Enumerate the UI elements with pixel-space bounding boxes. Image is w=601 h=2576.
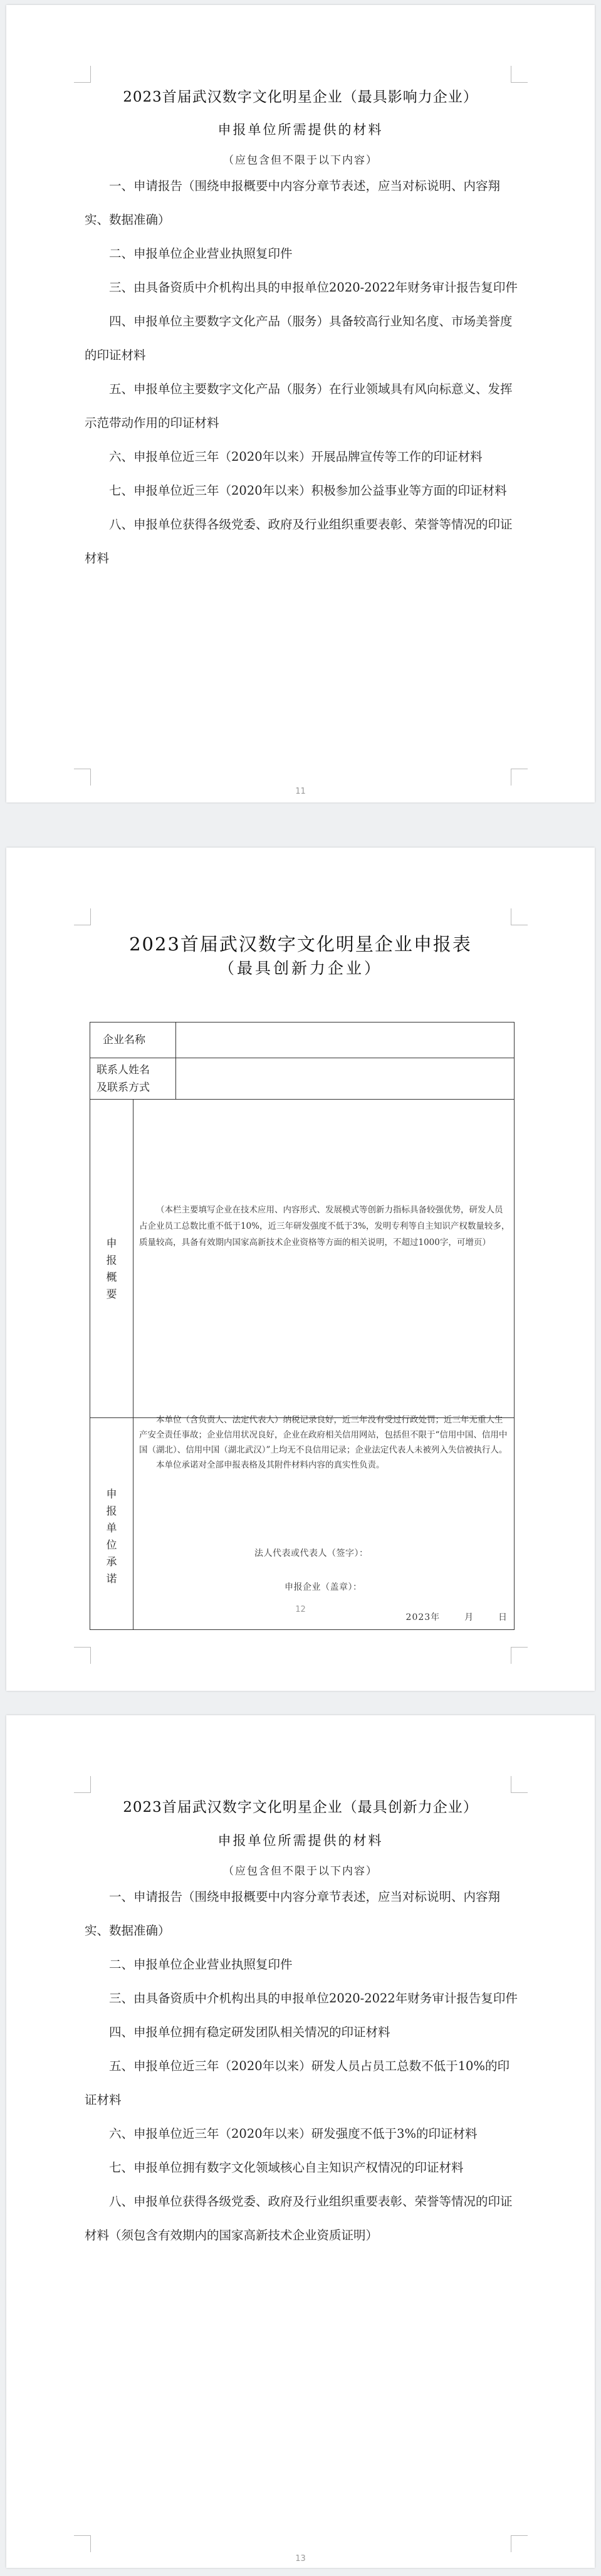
crop-mark-bottom-right <box>511 2535 528 2552</box>
crop-mark-bottom-left <box>74 2535 91 2552</box>
table-rule <box>90 1099 514 1100</box>
crop-mark-bottom-right <box>511 769 528 786</box>
list-item: 一、申请报告（围绕申报概要中内容分章节表述，应当对标说明、内容翔实、数据准确） <box>85 1890 501 1938</box>
page-subtitle: 申报单位所需提供的材料 <box>217 122 384 137</box>
overview-hint-text[interactable]: （本栏主要填写企业在技术应用、内容形式、发展模式等创新力指标具备较强优势，研发人员占企业员工总数比重不低于10%，近三年研发强度不低于3%，发明专利等自主知识产权数量较多，质量较高，具备有效期内国家高新技术企业资格等方面的相关说明，不超过1000字，可增页） <box>139 1205 510 1248</box>
list-item: 六、申报单位近三年（2020年以来）开展品牌宣传等工作的印证材料 <box>109 449 483 464</box>
document-page-12 <box>6 848 595 1691</box>
materials-list <box>85 169 519 576</box>
page-title: 2023首届武汉数字文化明星企业（最具创新力企业） <box>123 1799 478 1816</box>
crop-mark-top-left <box>74 66 91 83</box>
page-number: 11 <box>295 787 306 796</box>
crop-mark-top-left <box>74 1776 91 1793</box>
list-item: 四、申报单位主要数字文化产品（服务）具备较高行业知名度、市场美誉度的印证材料 <box>85 314 513 362</box>
list-item: 一、申请报告（围绕申报概要中内容分章节表述，应当对标说明、内容翔实、数据准确） <box>85 179 501 227</box>
table-rule <box>175 1023 176 1099</box>
form-subtitle: （最具创新力企业） <box>218 959 382 977</box>
date-day: 日 <box>498 1612 508 1622</box>
list-item: 五、申报单位主要数字文化产品（服务）在行业领域具有风向标意义、发挥示范带动作用的印证材料 <box>85 382 513 430</box>
company-seal[interactable]: 申报企业（盖章）： <box>285 1582 362 1592</box>
page-number: 13 <box>295 2554 306 2563</box>
crop-mark-top-right <box>511 908 528 925</box>
list-item: 二、申报单位企业营业执照复印件 <box>109 1957 293 1972</box>
crop-mark-bottom-right <box>511 1647 528 1664</box>
content-note: （应包含但不限于以下内容） <box>223 1865 378 1878</box>
page-number: 12 <box>295 1605 306 1614</box>
document-page-11 <box>6 5 595 802</box>
list-item: 三、由具备资质中介机构出具的申报单位2020-2022年财务审计报告复印件 <box>109 280 518 295</box>
list-item: 五、申报单位近三年（2020年以来）研发人员占员工总数不低于10%的印证材料 <box>85 2059 510 2107</box>
commitment-paragraph-2: 本单位承诺对全部申报表格及其附件材料内容的真实性负责。 <box>156 1460 385 1470</box>
date-year: 2023年 <box>405 1612 441 1622</box>
commitment-text <box>139 1412 510 1473</box>
crop-mark-bottom-left <box>74 769 91 786</box>
page-subtitle: 申报单位所需提供的材料 <box>217 1833 384 1848</box>
form-title: 2023首届武汉数字文化明星企业申报表 <box>129 933 472 955</box>
contact-label-line2: 及联系方式 <box>97 1081 150 1094</box>
document-page-13 <box>6 1715 595 2568</box>
list-item: 八、申报单位获得各级党委、政府及行业组织重要表彰、荣誉等情况的印证材料 <box>85 517 513 565</box>
content-note: （应包含但不限于以下内容） <box>223 154 378 167</box>
crop-mark-top-left <box>74 908 91 925</box>
list-item: 四、申报单位拥有稳定研发团队相关情况的印证材料 <box>109 2025 390 2039</box>
list-item: 三、由具备资质中介机构出具的申报单位2020-2022年财务审计报告复印件 <box>109 1991 518 2006</box>
application-form-table <box>90 1022 515 1630</box>
crop-mark-top-right <box>511 1776 528 1793</box>
legal-rep-signature[interactable]: 法人代表或代表人（签字）： <box>254 1548 368 1559</box>
overview-label: 申报概要 <box>106 1238 117 1301</box>
list-item: 二、申报单位企业营业执照复印件 <box>109 246 293 261</box>
list-item: 七、申报单位近三年（2020年以来）积极参加公益事业等方面的印证材料 <box>109 483 507 498</box>
page-title: 2023首届武汉数字文化明星企业（最具影响力企业） <box>123 89 478 105</box>
commitment-paragraph-1: 本单位（含负责人、法定代表人）纳税记录良好，近三年没有受过行政处罚；近三年无重大生产安全责任事故；企业信用状况良好，企业在政府相关信用网站，包括但不限于“信用中国、信用中国（湖北）、信用中国（湖北武汉）”上均无不良信用记录；企业法定代表人未被列入失信被执行人。 <box>139 1415 508 1455</box>
crop-mark-bottom-left <box>74 1647 91 1664</box>
crop-mark-top-right <box>511 66 528 83</box>
commitment-label: 申报单位承诺 <box>106 1488 117 1585</box>
date-month: 月 <box>464 1612 474 1622</box>
list-item: 八、申报单位获得各级党委、政府及行业组织重要表彰、荣誉等情况的印证材料（须包含有效期内的国家高新技术企业资质证明） <box>85 2194 513 2242</box>
company-name-label: 企业名称 <box>103 1034 145 1046</box>
contact-label-line1: 联系人姓名 <box>97 1064 150 1076</box>
list-item: 七、申报单位拥有数字文化领域核心自主知识产权情况的印证材料 <box>109 2160 464 2175</box>
materials-list <box>85 1880 519 2253</box>
list-item: 六、申报单位近三年（2020年以来）研发强度不低于3%的印证材料 <box>109 2127 478 2141</box>
